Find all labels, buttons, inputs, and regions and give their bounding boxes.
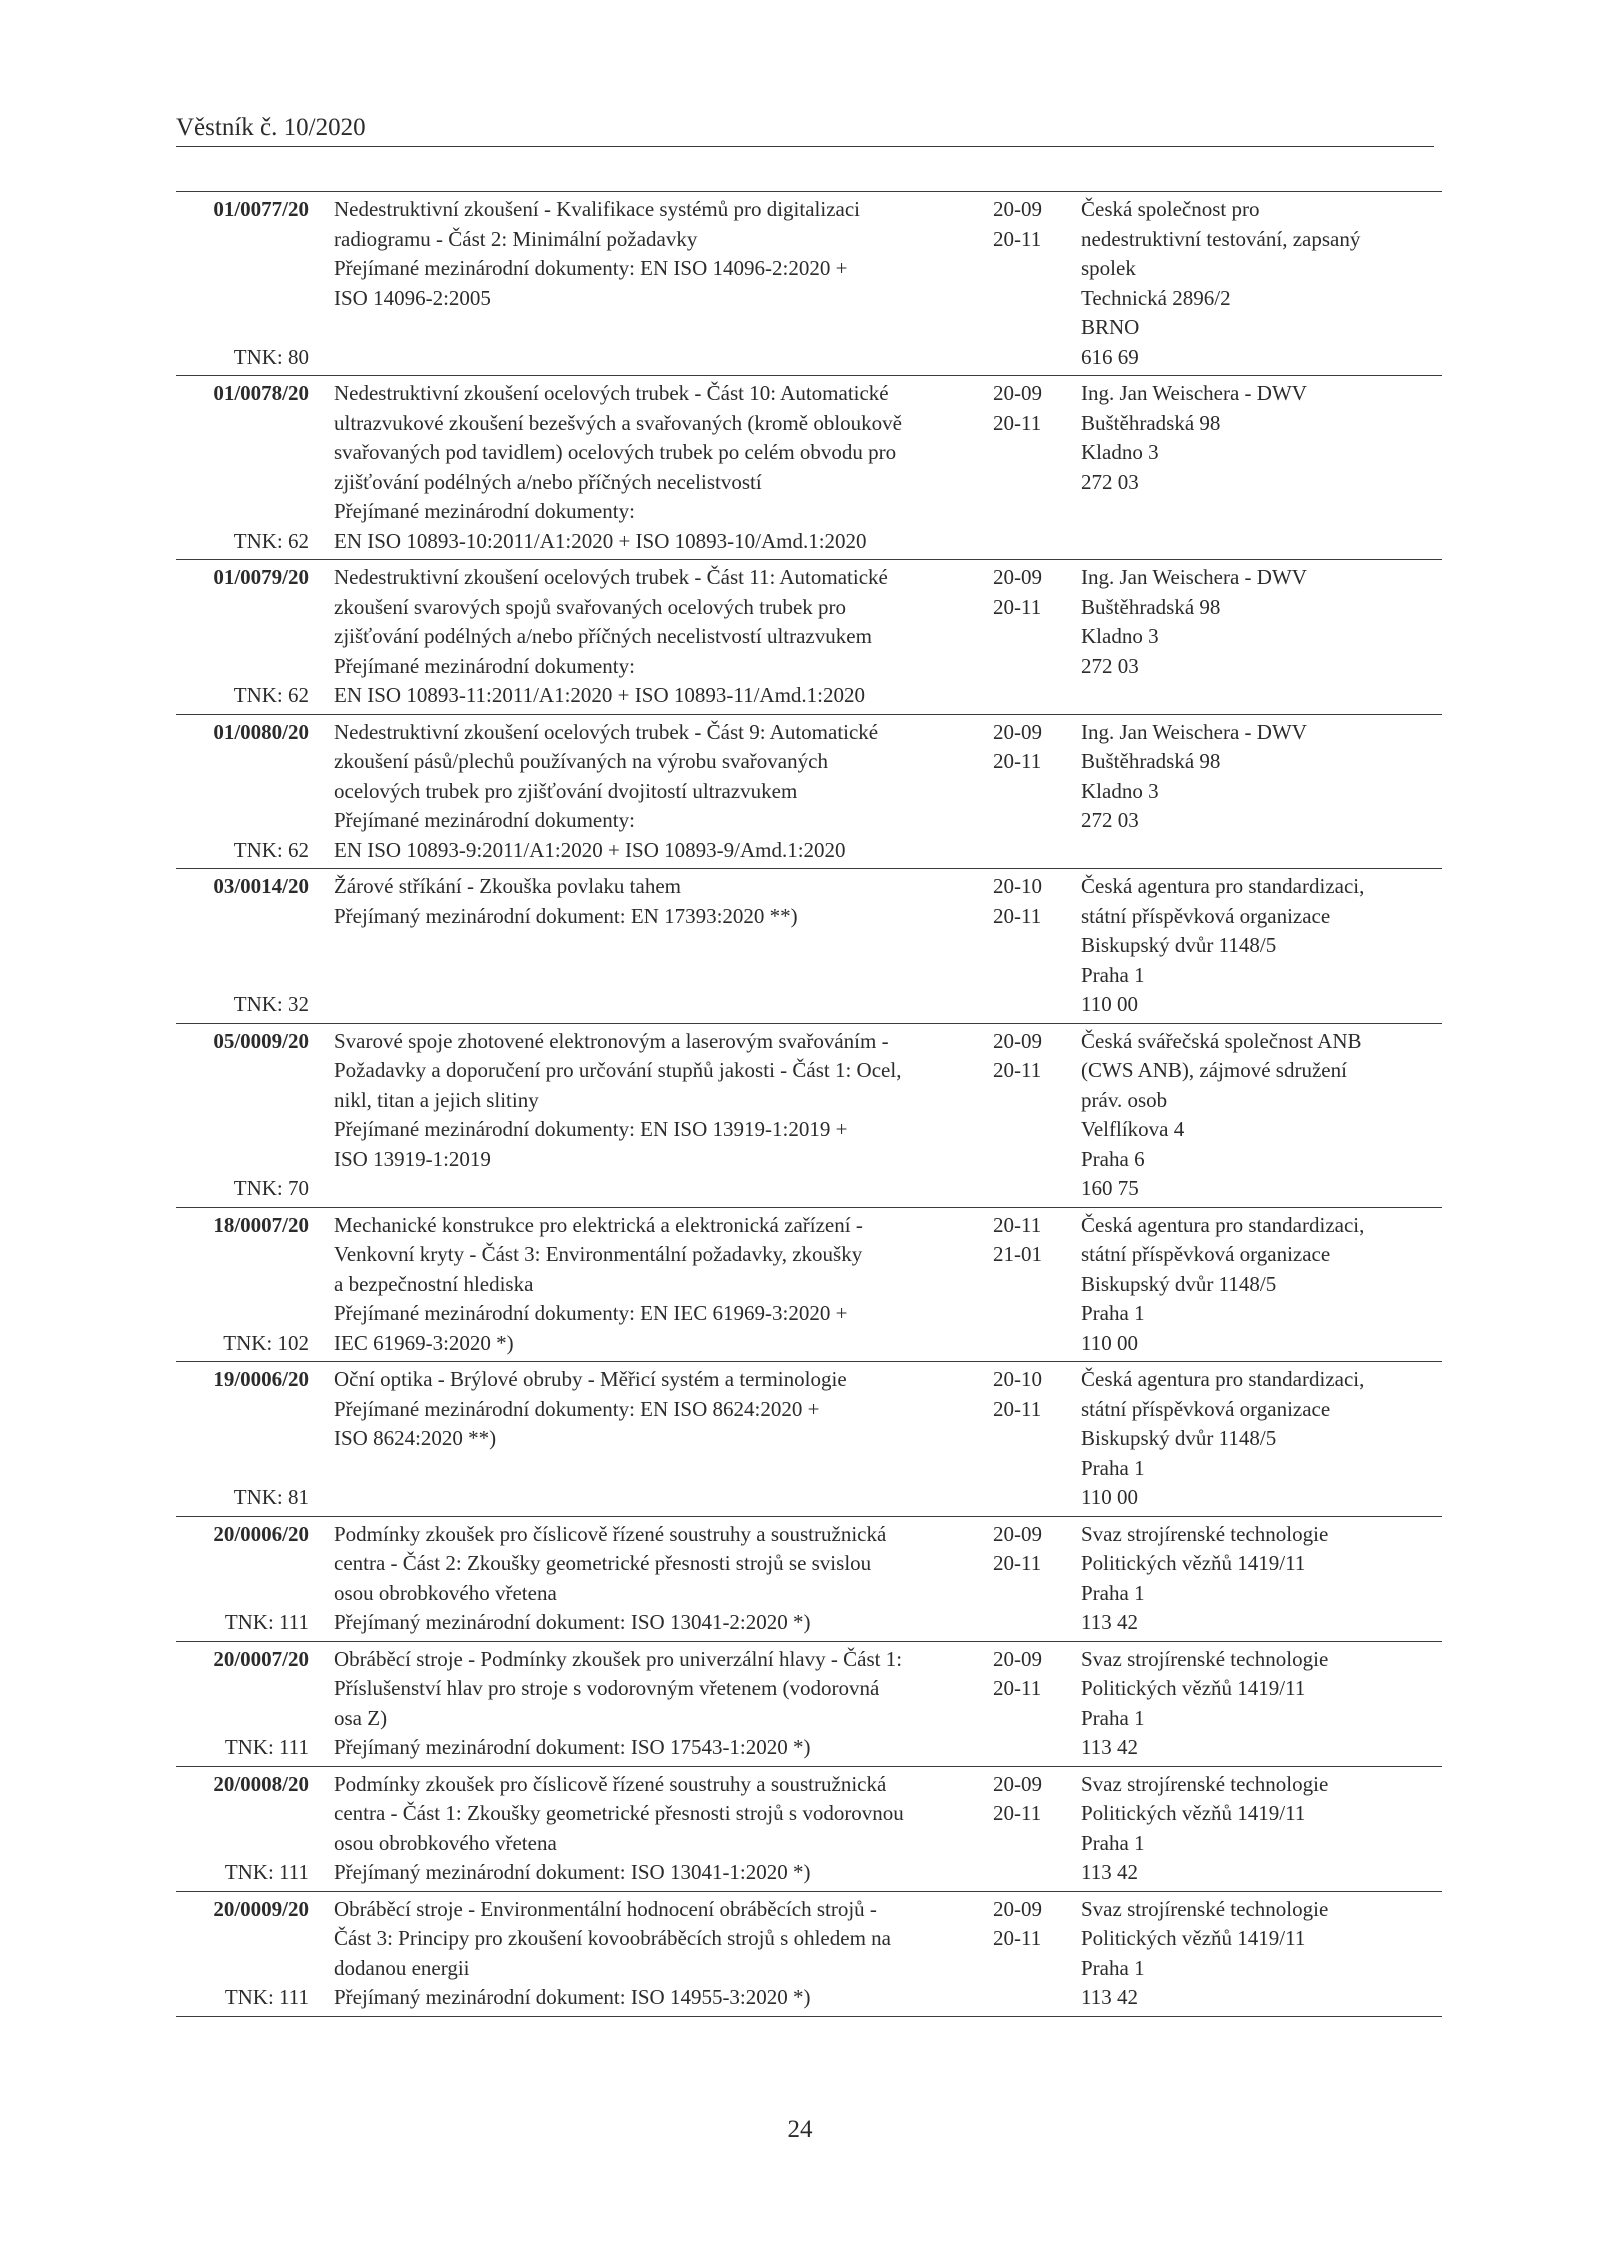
title-cell-line: ultrazvukové zkoušení bezešvých a svařovaných (kromě obloukově: [334, 410, 902, 435]
processor-cell-line: Biskupský dvůr 1148/5: [1081, 1426, 1277, 1450]
dates-cell-line: 21-01: [993, 1242, 1042, 1266]
processor-cell-line: Buštěhradská 98: [1081, 410, 1221, 435]
processor-cell-line: Kladno 3: [1081, 440, 1159, 464]
processor-cell-line: státní příspěvková organizace: [1081, 1242, 1331, 1266]
dates-cell-line: 20-09: [993, 719, 1042, 744]
title-cell: [309, 1645, 993, 1763]
title-cell-line: Přejímané mezinárodní dokumenty:: [334, 499, 635, 523]
processor-cell-line: Praha 1: [1081, 1580, 1145, 1605]
dates-cell: [993, 1645, 1081, 1763]
processor-cell-line: Praha 1: [1081, 1455, 1145, 1480]
processor-cell-line: (CWS ANB), zájmové sdružení: [1081, 1058, 1347, 1082]
processor-cell-line: nedestruktivní testování, zapsaný: [1081, 226, 1361, 251]
tnk-number: TNK: 111: [224, 1735, 309, 1759]
title-cell-line: svařovaných pod tavidlem) ocelových trubek po celém obvodu pro: [334, 440, 897, 464]
processor-cell-line: Ing. Jan Weischera - DWV: [1081, 381, 1307, 405]
processor-cell-line: Praha 1: [1081, 1830, 1145, 1855]
processor-cell-line: Buštěhradská 98: [1081, 749, 1221, 773]
processor-cell: [1081, 1645, 1442, 1763]
processor-cell-line: Politických vězňů 1419/11: [1081, 1676, 1306, 1700]
title-cell-line: Požadavky a doporučení pro určování stupňů jakosti - Část 1: Ocel,: [334, 1058, 902, 1082]
processor-cell-line: 113 42: [1081, 1860, 1138, 1884]
dates-cell-line: 20-09: [993, 1028, 1042, 1053]
title-cell-line: Přejímaný mezinárodní dokument: ISO 13041-2:2020 *): [334, 1610, 811, 1634]
dates-cell: [993, 563, 1081, 711]
title-cell: [309, 718, 993, 866]
title-cell-line: Přejímané mezinárodní dokumenty: EN IEC 61969-3:2020 +: [334, 1301, 848, 1325]
processor-cell: [1081, 1770, 1442, 1888]
title-cell-line: EN ISO 10893-9:2011/A1:2020 + ISO 10893-9/Amd.1:2020: [334, 837, 846, 862]
processor-cell-line: práv. osob: [1081, 1087, 1168, 1112]
standard-number: 05/0009/20: [213, 1028, 309, 1053]
processor-cell: [1081, 1520, 1442, 1638]
dates-cell: [993, 195, 1081, 372]
dates-cell: [993, 379, 1081, 556]
page-header: [176, 110, 1434, 147]
title-cell-line: Přejímané mezinárodní dokumenty:: [334, 653, 635, 678]
title-cell-line: EN ISO 10893-11:2011/A1:2020 + ISO 10893-11/Amd.1:2020: [334, 683, 865, 707]
processor-cell-line: Praha 1: [1081, 1705, 1145, 1730]
processor-cell-line: Ing. Jan Weischera - DWV: [1081, 719, 1307, 744]
processor-cell-line: Ing. Jan Weischera - DWV: [1081, 565, 1307, 589]
title-cell-line: Přejímaný mezinárodní dokument: ISO 13041-1:2020 *): [334, 1860, 811, 1884]
title-cell-line: Podmínky zkoušek pro číslicově řízené soustruhy a soustružnická: [334, 1771, 887, 1796]
title-cell: [309, 872, 993, 1020]
standard-number: 18/0007/20: [213, 1212, 309, 1237]
processor-cell-line: 110 00: [1081, 992, 1138, 1016]
processor-cell-line: 272 03: [1081, 808, 1139, 832]
reference-cell: [176, 1027, 309, 1204]
title-cell-line: Obráběcí stroje - Environmentální hodnocení obráběcích strojů -: [334, 1896, 877, 1921]
title-cell-line: a bezpečnostní hlediska: [334, 1271, 534, 1296]
dates-cell-line: 20-11: [993, 410, 1042, 435]
dates-cell-line: 20-11: [993, 1396, 1042, 1421]
title-cell-line: EN ISO 10893-10:2011/A1:2020 + ISO 10893-10/Amd.1:2020: [334, 528, 867, 553]
title-cell: [309, 1770, 993, 1888]
dates-cell: [993, 1520, 1081, 1638]
tnk-number: TNK: 81: [233, 1485, 309, 1509]
title-cell-line: Přejímané mezinárodní dokumenty:: [334, 808, 635, 832]
processor-cell: [1081, 563, 1442, 711]
title-cell-line: Přejímaný mezinárodní dokument: ISO 17543-1:2020 *): [334, 1735, 811, 1759]
title-cell-line: Podmínky zkoušek pro číslicově řízené soustruhy a soustružnická: [334, 1521, 887, 1546]
dates-cell-line: 20-11: [993, 1551, 1042, 1575]
processor-cell-line: Praha 1: [1081, 962, 1145, 987]
dates-cell-line: 20-11: [993, 1676, 1042, 1700]
processor-cell-line: Biskupský dvůr 1148/5: [1081, 1271, 1277, 1296]
dates-cell: [993, 1211, 1081, 1359]
dates-cell-line: 20-10: [993, 1367, 1042, 1391]
standard-number: 20/0009/20: [213, 1896, 309, 1921]
tnk-number: TNK: 102: [223, 1330, 309, 1355]
title-cell-line: Mechanické konstrukce pro elektrická a elektronická zařízení -: [334, 1212, 863, 1237]
dates-cell-line: 20-11: [993, 903, 1042, 928]
processor-cell-line: Politických vězňů 1419/11: [1081, 1801, 1306, 1825]
tnk-number: TNK: 111: [224, 1985, 309, 2009]
processor-cell: [1081, 872, 1442, 1020]
processor-cell-line: 160 75: [1081, 1176, 1139, 1200]
processor-cell-line: 113 42: [1081, 1735, 1138, 1759]
title-cell-line: Nedestruktivní zkoušení ocelových trubek - Část 10: Automatické: [334, 381, 889, 405]
processor-cell: [1081, 718, 1442, 866]
tnk-number: TNK: 70: [233, 1176, 309, 1200]
title-cell-line: zkoušení svarových spojů svařovaných ocelových trubek pro: [334, 594, 847, 619]
processor-cell-line: Praha 1: [1081, 1301, 1145, 1325]
title-cell-line: osou obrobkového vřetena: [334, 1580, 557, 1605]
processor-cell: [1081, 1027, 1442, 1204]
tnk-number: TNK: 111: [224, 1860, 309, 1884]
dates-cell: [993, 718, 1081, 866]
standard-number: 01/0077/20: [213, 197, 309, 221]
title-cell: [309, 379, 993, 556]
reference-cell: [176, 1770, 309, 1888]
processor-cell-line: Technická 2896/2: [1081, 285, 1231, 310]
dates-cell: [993, 872, 1081, 1020]
table-row: [176, 192, 1442, 375]
processor-cell: [1081, 1895, 1442, 2013]
processor-cell-line: 113 42: [1081, 1985, 1138, 2009]
tnk-number: TNK: 80: [233, 344, 309, 369]
title-cell-line: ocelových trubek pro zjišťování dvojitostí ultrazvukem: [334, 778, 798, 803]
dates-cell-line: 20-09: [993, 565, 1042, 589]
page-number: 24: [787, 2116, 813, 2143]
reference-cell: [176, 1365, 309, 1513]
processor-cell-line: státní příspěvková organizace: [1081, 903, 1331, 928]
dates-cell-line: 20-09: [993, 1646, 1042, 1671]
dates-cell-line: 20-09: [993, 1521, 1042, 1546]
reference-cell: [176, 1520, 309, 1638]
title-cell-line: Přejímané mezinárodní dokumenty: EN ISO 14096-2:2020 +: [334, 256, 848, 280]
table-row: [176, 714, 1442, 869]
table-row: [176, 1516, 1442, 1641]
title-cell-line: Venkovní kryty - Část 3: Environmentální požadavky, zkoušky: [334, 1242, 863, 1266]
tnk-number: TNK: 111: [224, 1610, 309, 1634]
table-row: [176, 1023, 1442, 1207]
title-cell-line: Část 3: Principy pro zkoušení kovoobráběcích strojů s ohledem na: [334, 1926, 891, 1950]
standard-number: 19/0006/20: [213, 1367, 309, 1391]
table-row: [176, 559, 1442, 714]
title-cell-line: ISO 13919-1:2019: [334, 1146, 491, 1171]
title-cell: [309, 1211, 993, 1359]
processor-cell-line: Česká agentura pro standardizaci,: [1081, 1212, 1365, 1237]
processor-cell-line: státní příspěvková organizace: [1081, 1396, 1331, 1421]
title-cell-line: ISO 8624:2020 **): [334, 1426, 497, 1450]
reference-cell: [176, 379, 309, 556]
reference-cell: [176, 195, 309, 372]
dates-cell-line: 20-09: [993, 1771, 1042, 1796]
standard-number: 20/0006/20: [213, 1521, 309, 1546]
processor-cell: [1081, 195, 1442, 372]
reference-cell: [176, 718, 309, 866]
dates-cell-line: 20-09: [993, 381, 1042, 405]
title-cell-line: zjišťování podélných a/nebo příčných necelistvostí: [334, 469, 762, 494]
standard-number: 01/0079/20: [213, 565, 309, 589]
title-cell-line: Obráběcí stroje - Podmínky zkoušek pro univerzální hlavy - Část 1:: [334, 1646, 903, 1671]
processor-cell-line: 272 03: [1081, 469, 1139, 494]
standard-number: 03/0014/20: [213, 874, 309, 898]
table-row: [176, 1766, 1442, 1891]
standard-number: 20/0008/20: [213, 1771, 309, 1796]
dates-cell-line: 20-11: [993, 749, 1042, 773]
title-cell-line: nikl, titan a jejich slitiny: [334, 1087, 539, 1112]
processor-cell-line: Kladno 3: [1081, 624, 1159, 648]
title-cell-line: zjišťování podélných a/nebo příčných necelistvostí ultrazvukem: [334, 624, 872, 648]
title-cell-line: Oční optika - Brýlové obruby - Měřicí systém a terminologie: [334, 1367, 847, 1391]
title-cell-line: Nedestruktivní zkoušení ocelových trubek - Část 9: Automatické: [334, 719, 879, 744]
dates-cell-line: 20-10: [993, 874, 1042, 898]
title-cell-line: Nedestruktivní zkoušení ocelových trubek - Část 11: Automatické: [334, 565, 888, 589]
title-cell-line: Nedestruktivní zkoušení - Kvalifikace systémů pro digitalizaci: [334, 197, 861, 221]
standards-table: [176, 191, 1442, 2017]
title-cell-line: osou obrobkového vřetena: [334, 1830, 557, 1855]
dates-cell-line: 20-09: [993, 1896, 1042, 1921]
processor-cell: [1081, 1365, 1442, 1513]
dates-cell: [993, 1895, 1081, 2013]
journal-title: Věstník č. 10/2020: [176, 114, 366, 141]
processor-cell: [1081, 379, 1442, 556]
dates-cell: [993, 1027, 1081, 1204]
title-cell-line: centra - Část 1: Zkoušky geometrické přesnosti strojů s vodorovnou: [334, 1801, 904, 1825]
title-cell: [309, 1365, 993, 1513]
processor-cell-line: spolek: [1081, 256, 1136, 280]
title-cell: [309, 1520, 993, 1638]
processor-cell-line: 272 03: [1081, 653, 1139, 678]
title-cell: [309, 195, 993, 372]
title-cell-line: ISO 14096-2:2005: [334, 285, 491, 310]
dates-cell-line: 20-11: [993, 1801, 1042, 1825]
reference-cell: [176, 1645, 309, 1763]
table-row: [176, 868, 1442, 1023]
reference-cell: [176, 1895, 309, 2013]
processor-cell-line: Svaz strojírenské technologie: [1081, 1896, 1329, 1921]
dates-cell-line: 20-11: [993, 226, 1042, 251]
processor-cell: [1081, 1211, 1442, 1359]
dates-cell: [993, 1770, 1081, 1888]
tnk-number: TNK: 62: [233, 683, 309, 707]
title-cell-line: Přejímané mezinárodní dokumenty: EN ISO 8624:2020 +: [334, 1396, 820, 1421]
processor-cell-line: Svaz strojírenské technologie: [1081, 1771, 1329, 1796]
processor-cell-line: Česká agentura pro standardizaci,: [1081, 1367, 1365, 1391]
dates-cell-line: 20-11: [993, 594, 1042, 619]
dates-cell-line: 20-11: [993, 1926, 1042, 1950]
processor-cell-line: 113 42: [1081, 1610, 1138, 1634]
processor-cell-line: Svaz strojírenské technologie: [1081, 1521, 1329, 1546]
title-cell: [309, 1895, 993, 2013]
dates-cell-line: 20-09: [993, 197, 1042, 221]
processor-cell-line: Česká svářečská společnost ANB: [1081, 1028, 1362, 1053]
processor-cell-line: Svaz strojírenské technologie: [1081, 1646, 1329, 1671]
tnk-number: TNK: 32: [233, 992, 309, 1016]
title-cell-line: zkoušení pásů/plechů používaných na výrobu svařovaných: [334, 749, 828, 773]
processor-cell-line: Buštěhradská 98: [1081, 594, 1221, 619]
processor-cell-line: Biskupský dvůr 1148/5: [1081, 933, 1277, 957]
processor-cell-line: 616 69: [1081, 344, 1139, 369]
processor-cell-line: Kladno 3: [1081, 778, 1159, 803]
dates-cell-line: 20-11: [993, 1058, 1042, 1082]
title-cell-line: IEC 61969-3:2020 *): [334, 1330, 514, 1355]
title-cell-line: radiogramu - Část 2: Minimální požadavky: [334, 226, 698, 251]
processor-cell-line: BRNO: [1081, 315, 1140, 339]
processor-cell-line: Politických vězňů 1419/11: [1081, 1551, 1306, 1575]
tnk-number: TNK: 62: [233, 837, 309, 862]
tnk-number: TNK: 62: [233, 528, 309, 553]
title-cell: [309, 1027, 993, 1204]
title-cell-line: osa Z): [334, 1705, 388, 1730]
standard-number: 01/0078/20: [213, 381, 309, 405]
processor-cell-line: Politických vězňů 1419/11: [1081, 1926, 1306, 1950]
title-cell: [309, 563, 993, 711]
reference-cell: [176, 563, 309, 711]
processor-cell-line: 110 00: [1081, 1330, 1138, 1355]
processor-cell-line: Česká agentura pro standardizaci,: [1081, 874, 1365, 898]
standard-number: 01/0080/20: [213, 719, 309, 744]
title-cell-line: Přejímaný mezinárodní dokument: ISO 14955-3:2020 *): [334, 1985, 811, 2009]
title-cell-line: Příslušenství hlav pro stroje s vodorovným vřetenem (vodorovná: [334, 1676, 880, 1700]
dates-cell: [993, 1365, 1081, 1513]
processor-cell-line: Velflíkova 4: [1081, 1117, 1185, 1141]
standard-number: 20/0007/20: [213, 1646, 309, 1671]
title-cell-line: dodanou energii: [334, 1955, 470, 1980]
reference-cell: [176, 1211, 309, 1359]
dates-cell-line: 20-11: [993, 1212, 1042, 1237]
processor-cell-line: Praha 6: [1081, 1146, 1145, 1171]
table-row: [176, 1361, 1442, 1516]
table-row: [176, 1641, 1442, 1766]
title-cell-line: Žárové stříkání - Zkouška povlaku tahem: [334, 874, 681, 898]
title-cell-line: Přejímaný mezinárodní dokument: EN 17393:2020 **): [334, 903, 798, 928]
title-cell-line: Přejímané mezinárodní dokumenty: EN ISO 13919-1:2019 +: [334, 1117, 848, 1141]
title-cell-line: centra - Část 2: Zkoušky geometrické přesnosti strojů se svislou: [334, 1551, 872, 1575]
title-cell-line: Svarové spoje zhotovené elektronovým a laserovým svařováním -: [334, 1028, 889, 1053]
table-row: [176, 1891, 1442, 2016]
processor-cell-line: Praha 1: [1081, 1955, 1145, 1980]
processor-cell-line: Česká společnost pro: [1081, 197, 1260, 221]
table-row: [176, 1207, 1442, 1362]
table-row: [176, 375, 1442, 559]
reference-cell: [176, 872, 309, 1020]
processor-cell-line: 110 00: [1081, 1485, 1138, 1509]
